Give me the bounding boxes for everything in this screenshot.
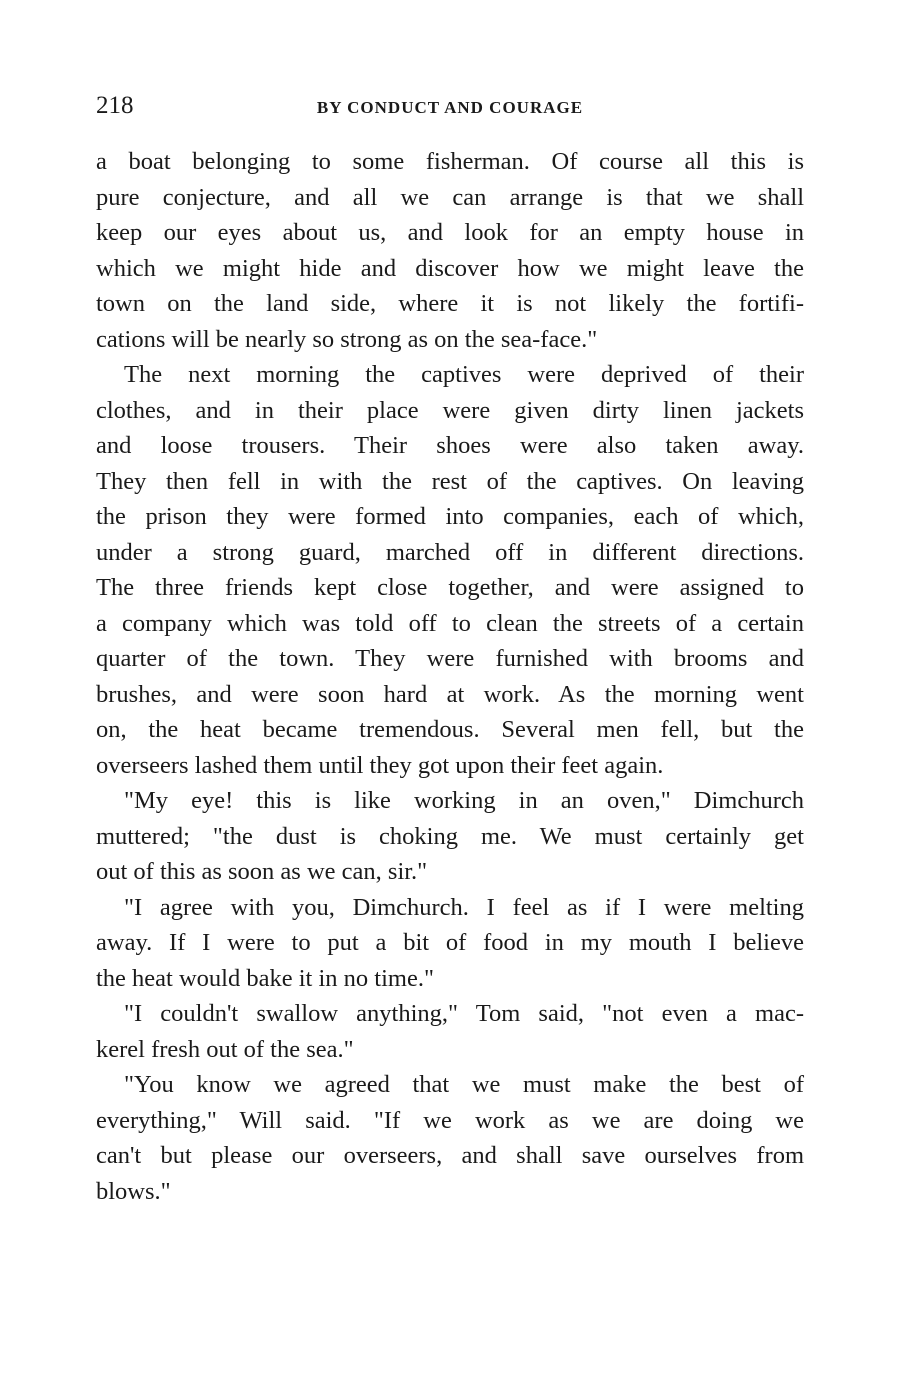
text-line: under a strong guard, marched off in different directions. <box>96 538 804 566</box>
text-line: "I couldn't swallow anything," Tom said, "not even a mac- <box>124 1000 804 1027</box>
text-line: which we might hide and discover how we might leave the <box>96 254 804 282</box>
text-line: "I agree with you, Dimchurch. I feel as if I were melting <box>124 893 804 921</box>
text-line: overseers lashed them until they got upon their feet again. <box>96 751 664 779</box>
text-line: kerel fresh out of the sea." <box>96 1035 354 1063</box>
text-line: clothes, and in their place were given dirty linen jackets <box>96 396 804 424</box>
text-line: cations will be nearly so strong as on the sea-face." <box>96 325 598 353</box>
text-line: everything," Will said. "If we work as we are doing we <box>96 1106 804 1134</box>
text-line: on, the heat became tremendous. Several men fell, but the <box>96 716 804 743</box>
text-line: brushes, and were soon hard at work. As the morning went <box>96 680 804 708</box>
text-line: pure conjecture, and all we can arrange is that we shall <box>96 183 804 211</box>
text-line: the heat would bake it in no time." <box>96 964 434 992</box>
text-line: quarter of the town. They were furnished with brooms and <box>96 645 804 672</box>
text-line: a company which was told off to clean the streets of a certain <box>96 609 804 637</box>
page-number: 218 <box>96 92 134 119</box>
running-title: BY CONDUCT AND COURAGE <box>316 98 584 117</box>
text-line: keep our eyes about us, and look for an empty house in <box>96 219 804 246</box>
text-line: blows." <box>96 1177 171 1205</box>
text-line: They then fell in with the rest of the captives. On leaving <box>96 467 804 495</box>
page-header <box>96 92 804 128</box>
text-line: the prison they were formed into companies, each of which, <box>96 503 804 530</box>
text-line: can't but please our overseers, and shall save ourselves from <box>96 1142 804 1169</box>
body-text <box>96 144 804 1209</box>
text-line: muttered; "the dust is choking me. We must certainly get <box>96 822 804 850</box>
text-line: and loose trousers. Their shoes were also taken away. <box>96 432 804 459</box>
text-line: a boat belonging to some fisherman. Of course all this is <box>96 148 804 175</box>
text-line: The three friends kept close together, and were assigned to <box>96 574 804 601</box>
text-line: "You know we agreed that we must make the best of <box>124 1071 804 1098</box>
text-line: out of this as soon as we can, sir." <box>96 858 428 885</box>
text-line: The next morning the captives were deprived of their <box>124 361 804 388</box>
text-line: away. If I were to put a bit of food in my mouth I believe <box>96 929 804 956</box>
text-line: "My eye! this is like working in an oven," Dimchurch <box>124 787 804 814</box>
text-line: town on the land side, where it is not likely the fortifi- <box>96 290 804 317</box>
